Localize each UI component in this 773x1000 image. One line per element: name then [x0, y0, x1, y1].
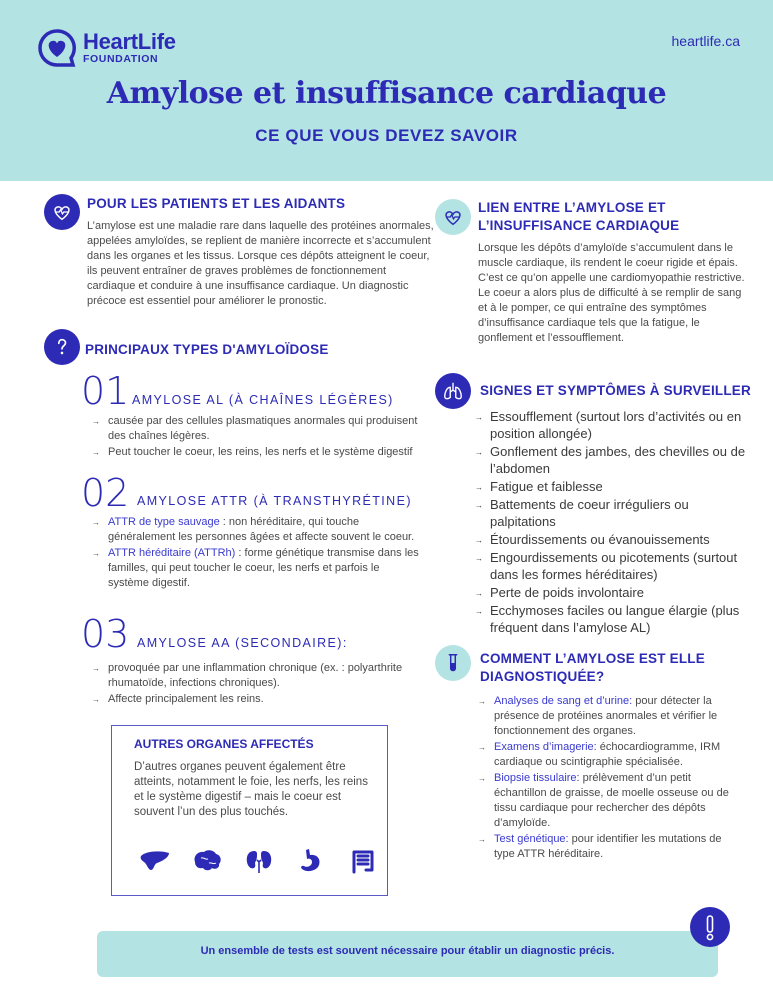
- list-item: → Essoufflement (surtout lors d’activités ou en position allongée): [475, 408, 755, 442]
- lungs-icon: [435, 373, 471, 409]
- header-banner: [0, 0, 773, 181]
- page-title: Amylose et insuffisance cardiaque: [106, 76, 667, 111]
- types-heading: PRINCIPAUX TYPES D'AMYLOÏDOSE: [85, 342, 329, 357]
- list-item: → causée par des cellules plasmatiques anormales qui produisent des chaînes légères.: [92, 414, 422, 444]
- type-attr-list: [92, 515, 422, 592]
- other-organs-heading: AUTRES ORGANES AFFECTÉS: [134, 737, 314, 751]
- list-item: [478, 740, 736, 770]
- footer-banner: [97, 931, 718, 977]
- type-aa-list: [92, 661, 412, 708]
- list-item: → Ecchymoses faciles ou langue élargie (plus fréquent dans l’amylose AL): [475, 602, 755, 636]
- list-item: → Étourdissements ou évanouissements: [475, 531, 755, 548]
- type-al-list: [92, 414, 422, 461]
- patients-text: L’amylose est une maladie rare dans laquelle des protéines anormales, appelées amyloïdes, se replient de manière incorrecte et s’accumulent dans les organes et les tissus. Lorsque ces dépôts atteignent le coeur, ils peuvent entraîner de graves problèmes de fonctionnement cardiaque et conduire à une insuffisance cardiaque. Un diagnostic précoce est essentiel pour améliorer le pronostic.: [87, 220, 434, 307]
- diagnosis-heading: COMMENT L’AMYLOSE EST ELLE DIAGNOSTIQUÉE?: [480, 651, 705, 684]
- brand-subtitle: FOUNDATION: [83, 53, 159, 66]
- list-item: → provoquée par une inflammation chronique (ex. : polyarthrite rhumatoïde, infections chroniques).: [92, 661, 412, 691]
- list-item: → Fatigue et faiblesse: [475, 478, 755, 495]
- link-text: Lorsque les dépôts d’amyloïde s’accumulent dans le muscle cardiaque, ils rendent le coeur rigide et épais. C’est ce qu’on appelle une cardiomyopathie restrictive. Le coeur a alors plus de difficulté à se remplir de sang et à le pomper, ce qui entraîne des symptômes d’insuffisance cardiaque tels que la fatigue, le gonflement et l’essoufflement.: [478, 242, 745, 344]
- list-item: → Perte de poids involontaire: [475, 584, 755, 601]
- list-item: [478, 771, 736, 831]
- other-organs-box: [111, 725, 388, 896]
- attr-hereditary-text: : forme génétique transmise dans les familles, qui peut toucher le coeur, les nerfs et parfois le système digestif.: [108, 547, 419, 589]
- attr-wild-label: ATTR de type sauvage: [108, 516, 220, 528]
- list-item: [92, 546, 422, 591]
- type-title-aa: AMYLOSE AA (SECONDAIRE):: [137, 636, 348, 650]
- list-item: → Peut toucher le coeur, les reins, les nerfs et le système digestif: [92, 445, 422, 460]
- kidneys-icon: [243, 848, 275, 874]
- heart-pulse-icon: [44, 194, 80, 230]
- diagnosis-text: prélèvement d’un petit échantillon de graisse, de moelle osseuse ou de tissu cardiaque pour rechercher des dépôts d’amyloïde.: [494, 772, 729, 829]
- diagnosis-label: Test génétique:: [494, 833, 569, 845]
- brain-icon: [191, 848, 223, 874]
- type-title-attr: AMYLOSE ATTR (À TRANSTHYRÉTINE): [137, 494, 412, 508]
- diagnosis-label: Biopsie tissulaire:: [494, 772, 580, 784]
- symptoms-heading: SIGNES ET SYMPTÔMES À SURVEILLER: [480, 383, 751, 398]
- link-heading: LIEN ENTRE L’AMYLOSE ET L’INSUFFISANCE CARDIAQUE: [478, 200, 680, 233]
- list-item: [478, 832, 736, 862]
- diagnosis-label: Analyses de sang et d’urine:: [494, 695, 633, 707]
- attr-hereditary-label: ATTR héréditaire (ATTRh): [108, 547, 236, 559]
- exclamation-icon: [690, 907, 730, 947]
- attr-wild-text: : non héréditaire, qui touche généralement les personnes âgées et affecte souvent le coeur.: [108, 516, 415, 543]
- list-item: → Gonflement des jambes, des chevilles ou de l’abdomen: [475, 443, 755, 477]
- stomach-icon: [295, 848, 327, 874]
- test-tube-icon: [435, 645, 471, 681]
- other-organs-text: D’autres organes peuvent également être atteints, notamment le foie, les nerfs, les reins et le système digestif – mais le coeur est souvent l’un des plus touchés.: [134, 761, 368, 818]
- brand-name: HeartLife: [83, 29, 176, 55]
- list-item: → Engourdissements ou picotements (surtout dans les formes héréditaires): [475, 549, 755, 583]
- heart-pulse-icon: [435, 199, 471, 235]
- diagnosis-text: échocardiogramme, IRM cardiaque ou scintigraphie spécialisée.: [494, 741, 721, 768]
- diagnosis-label: Examens d’imagerie:: [494, 741, 597, 753]
- diagnosis-text: pour détecter la présence de protéines anormales et vérifier le fonctionnement des organes.: [494, 695, 718, 737]
- type-number-01: 01: [81, 369, 130, 413]
- list-item: [92, 515, 422, 545]
- intestine-icon: [347, 848, 379, 874]
- type-number-02: 02: [81, 471, 130, 515]
- liver-icon: [139, 848, 171, 874]
- list-item: → Battements de coeur irréguliers ou palpitations: [475, 496, 755, 530]
- diagnosis-text: pour identifier les mutations de type ATTR héréditaire.: [494, 833, 722, 860]
- website-link[interactable]: heartlife.ca: [671, 33, 740, 49]
- patients-heading: POUR LES PATIENTS ET LES AIDANTS: [87, 196, 346, 211]
- organ-icons: [139, 848, 379, 874]
- list-item: → Affecte principalement les reins.: [92, 692, 412, 707]
- type-title-al: AMYLOSE AL (À CHAÎNES LÉGÈRES): [132, 393, 394, 407]
- list-item: [478, 694, 736, 739]
- question-icon: [44, 329, 80, 365]
- footer-text: Un ensemble de tests est souvent nécessaire pour établir un diagnostic précis.: [200, 945, 615, 957]
- type-number-03: 03: [81, 612, 130, 656]
- diagnosis-list: [478, 694, 736, 863]
- logo[interactable]: [37, 28, 176, 68]
- heart-logo-icon: [37, 28, 77, 68]
- page-subtitle: CE QUE VOUS DEVEZ SAVOIR: [255, 126, 518, 145]
- symptoms-list: [475, 408, 755, 637]
